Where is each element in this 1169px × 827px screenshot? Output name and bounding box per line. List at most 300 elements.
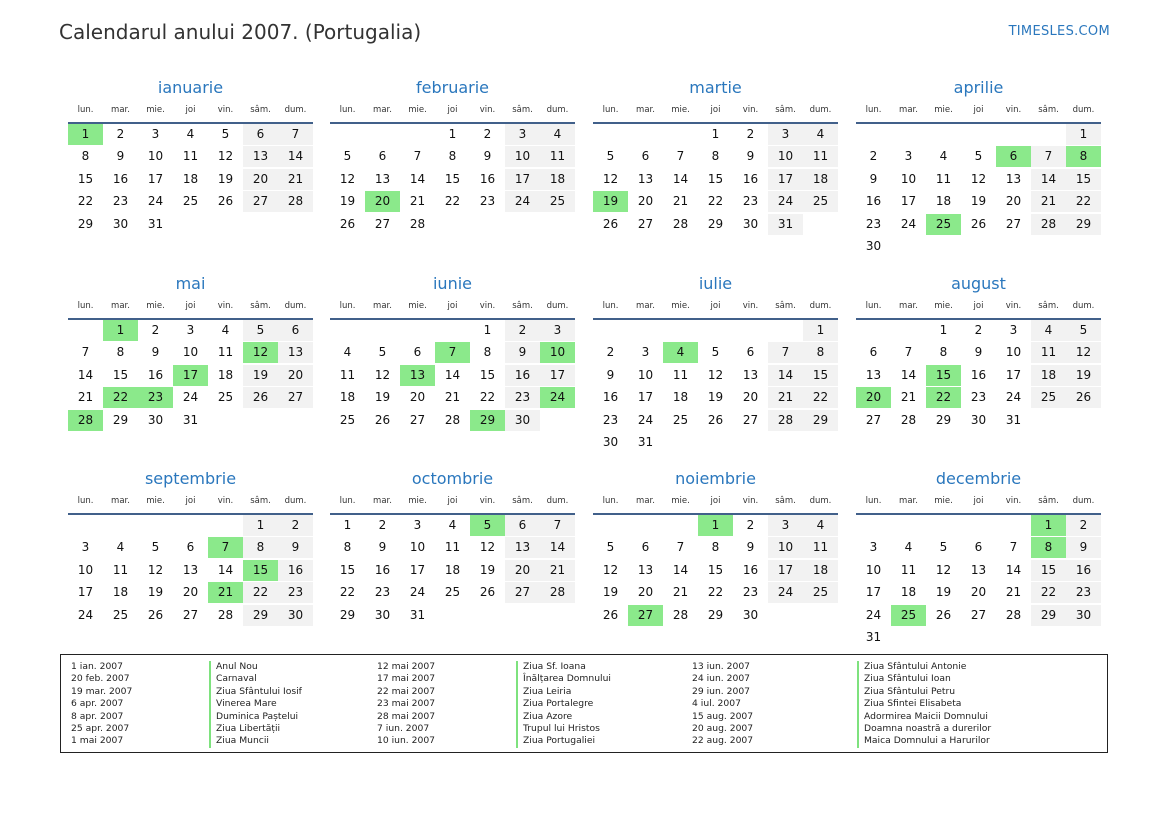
weekday-label: lun. xyxy=(339,301,356,311)
week-row xyxy=(68,605,313,627)
empty-day-cell xyxy=(768,605,803,626)
day-cell: 11 xyxy=(182,149,199,164)
week-row xyxy=(856,146,1101,168)
day-cell: 12 xyxy=(374,367,391,382)
empty-day-cell xyxy=(400,124,435,145)
empty-day-cell xyxy=(505,214,540,235)
weekend-day-cell: 18 xyxy=(803,169,838,190)
day-cell: 14 xyxy=(444,367,461,382)
weekend-day-cell: 18 xyxy=(1031,365,1066,386)
legend-date: 7 iun. 2007 xyxy=(377,722,430,734)
day-cell: 27 xyxy=(970,607,987,622)
day-cell: 20 xyxy=(637,194,654,209)
month-iulie xyxy=(593,265,838,454)
weekday-label: joi xyxy=(973,105,984,115)
day-cell: 12 xyxy=(217,149,234,164)
empty-day-cell xyxy=(470,214,505,235)
day-cell: 6 xyxy=(974,540,983,555)
day-cell: 19 xyxy=(935,585,952,600)
day-cell: 24 xyxy=(1005,390,1022,405)
day-cell: 9 xyxy=(746,540,755,555)
day-cell: 18 xyxy=(112,585,129,600)
day-cell: 7 xyxy=(81,345,90,360)
holiday-day-cell: 15 xyxy=(243,560,278,581)
weekend-day-cell: 29 xyxy=(1031,605,1066,626)
empty-day-cell xyxy=(435,320,470,341)
legend-holiday-name: Ziua Sfântului Ioan xyxy=(857,673,991,685)
day-cell: 5 xyxy=(378,345,387,360)
day-cell: 27 xyxy=(865,412,882,427)
day-cell: 3 xyxy=(151,127,160,141)
day-cell: 29 xyxy=(112,412,129,427)
day-cell: 18 xyxy=(672,390,689,405)
day-cell: 3 xyxy=(641,345,650,360)
day-cell: 14 xyxy=(672,562,689,577)
weekend-day-cell: 3 xyxy=(768,124,803,145)
weekend-day-cell: 5 xyxy=(243,320,278,341)
weekday-label: mie. xyxy=(934,105,953,115)
day-cell: 16 xyxy=(742,562,759,577)
day-cell: 13 xyxy=(637,171,654,186)
day-cell: 27 xyxy=(742,412,759,427)
day-cell: 12 xyxy=(935,562,952,577)
empty-day-cell xyxy=(733,320,768,341)
day-cell: 11 xyxy=(112,562,129,577)
day-cell: 26 xyxy=(339,216,356,231)
day-cell: 13 xyxy=(374,171,391,186)
weekend-day-cell: 11 xyxy=(1031,342,1066,363)
day-cell: 19 xyxy=(479,562,496,577)
day-cell: 28 xyxy=(1005,607,1022,622)
holiday-day-cell: 8 xyxy=(1066,146,1101,167)
weekday-label: mie. xyxy=(671,301,690,311)
day-cell: 22 xyxy=(444,194,461,209)
day-cell: 4 xyxy=(343,345,352,360)
weekday-label: dum. xyxy=(1072,301,1095,311)
legend-holiday-name: Înălțarea Domnului xyxy=(516,673,611,685)
empty-day-cell xyxy=(961,124,996,145)
weekday-label: joi xyxy=(185,105,196,115)
day-cell: 30 xyxy=(742,216,759,231)
day-cell: 16 xyxy=(147,367,164,382)
weekend-day-cell: 17 xyxy=(540,365,575,386)
day-cell: 22 xyxy=(339,585,356,600)
weekday-label: mar. xyxy=(373,105,392,115)
week-row xyxy=(593,410,838,432)
day-cell: 7 xyxy=(413,149,422,164)
weekday-label: mie. xyxy=(146,496,165,506)
week-row xyxy=(330,342,575,364)
weekend-day-cell: 25 xyxy=(803,582,838,603)
day-cell: 6 xyxy=(869,345,878,360)
holiday-day-cell: 24 xyxy=(540,387,575,408)
week-row xyxy=(856,365,1101,387)
day-cell: 22 xyxy=(479,390,496,405)
day-cell: 18 xyxy=(900,585,917,600)
legend-holiday-name: Maica Domnului a Harurilor xyxy=(857,735,991,747)
day-cell: 9 xyxy=(483,149,492,164)
weekend-day-cell: 20 xyxy=(278,365,313,386)
legend-holiday-name: Adormirea Maicii Domnului xyxy=(857,711,991,723)
weekday-label: lun. xyxy=(865,105,882,115)
day-cell: 12 xyxy=(970,171,987,186)
empty-day-cell xyxy=(768,320,803,341)
legend-date: 1 mai 2007 xyxy=(71,735,124,747)
day-cell: 12 xyxy=(479,540,496,555)
weekday-label: sâm. xyxy=(250,496,271,506)
day-cell: 21 xyxy=(1005,585,1022,600)
legend-date: 12 mai 2007 xyxy=(377,661,436,672)
legend-date: 28 mai 2007 xyxy=(377,710,436,722)
week-row xyxy=(330,320,575,342)
weekday-header xyxy=(856,100,1101,122)
empty-day-cell xyxy=(593,320,628,341)
weekday-label: sâm. xyxy=(775,496,796,506)
weekend-day-cell: 10 xyxy=(768,537,803,558)
weekend-day-cell: 16 xyxy=(1066,560,1101,581)
week-row xyxy=(593,365,838,387)
day-cell: 5 xyxy=(974,149,983,164)
day-cell: 2 xyxy=(483,127,492,141)
weekend-day-cell: 16 xyxy=(505,365,540,386)
weekday-header xyxy=(68,491,313,513)
weekend-day-cell: 28 xyxy=(1031,214,1066,235)
empty-day-cell xyxy=(733,432,768,453)
empty-day-cell xyxy=(926,515,961,536)
week-row xyxy=(330,537,575,559)
week-row xyxy=(68,146,313,168)
day-cell: 13 xyxy=(970,562,987,577)
empty-day-cell xyxy=(996,124,1031,145)
week-row xyxy=(856,560,1101,582)
day-cell: 17 xyxy=(637,390,654,405)
empty-day-cell xyxy=(68,320,103,341)
legend-holiday-name: Duminica Paștelui xyxy=(209,711,302,723)
day-cell: 30 xyxy=(112,216,129,231)
legend-date: 20 feb. 2007 xyxy=(71,673,130,685)
legend-holiday-name: Ziua Sfintei Elisabeta xyxy=(857,698,991,710)
day-cell: 24 xyxy=(147,194,164,209)
week-row xyxy=(330,146,575,168)
weekday-label: joi xyxy=(973,496,984,506)
week-row xyxy=(593,169,838,191)
weekend-day-cell: 17 xyxy=(505,169,540,190)
day-cell: 16 xyxy=(602,390,619,405)
empty-day-cell xyxy=(961,236,996,257)
day-cell: 17 xyxy=(865,585,882,600)
weekday-label: mar. xyxy=(899,496,918,506)
month-name: septembrie xyxy=(144,469,237,488)
weekday-label: vin. xyxy=(479,105,496,115)
weekend-day-cell: 25 xyxy=(803,191,838,212)
day-cell: 21 xyxy=(672,585,689,600)
day-cell: 3 xyxy=(1009,323,1018,337)
legend-date-column xyxy=(692,661,753,748)
weekend-day-cell: 8 xyxy=(803,342,838,363)
empty-day-cell xyxy=(663,124,698,145)
legend-holiday-name: Ziua Portugaliei xyxy=(516,735,611,747)
day-cell: 14 xyxy=(409,171,426,186)
day-cell: 7 xyxy=(676,149,685,164)
day-cell: 4 xyxy=(448,518,457,532)
week-row xyxy=(330,191,575,213)
day-cell: 12 xyxy=(339,171,356,186)
month-aprilie xyxy=(856,69,1101,258)
holiday-day-cell: 29 xyxy=(470,410,505,431)
weekday-label: mie. xyxy=(408,496,427,506)
empty-day-cell xyxy=(243,214,278,235)
weekend-day-cell: 29 xyxy=(803,410,838,431)
day-cell: 25 xyxy=(217,390,234,405)
day-cell: 6 xyxy=(378,149,387,164)
weekend-day-cell: 17 xyxy=(768,560,803,581)
weekend-day-cell: 3 xyxy=(540,320,575,341)
weekday-header xyxy=(593,296,838,318)
weekend-day-cell: 11 xyxy=(803,537,838,558)
weekday-label: mar. xyxy=(636,496,655,506)
empty-day-cell xyxy=(926,236,961,257)
weekday-label: dum. xyxy=(284,496,307,506)
week-row xyxy=(330,605,575,627)
weekday-label: joi xyxy=(710,301,721,311)
weekday-header xyxy=(856,296,1101,318)
weekend-day-cell: 29 xyxy=(1066,214,1101,235)
week-row xyxy=(330,169,575,191)
day-cell: 27 xyxy=(1005,216,1022,231)
weekday-label: lun. xyxy=(339,105,356,115)
weekend-day-cell: 13 xyxy=(243,146,278,167)
legend-holiday-name: Ziua Leiria xyxy=(516,686,611,698)
empty-day-cell xyxy=(628,124,663,145)
weekday-label: lun. xyxy=(602,105,619,115)
day-cell: 23 xyxy=(742,585,759,600)
day-cell: 8 xyxy=(711,149,720,164)
weekend-day-cell: 18 xyxy=(803,560,838,581)
month-august xyxy=(856,265,1101,432)
holiday-day-cell: 1 xyxy=(698,515,733,536)
day-cell: 8 xyxy=(448,149,457,164)
day-cell: 21 xyxy=(900,390,917,405)
weekday-header xyxy=(330,491,575,513)
weekday-label: vin. xyxy=(217,496,234,506)
day-cell: 15 xyxy=(707,171,724,186)
weekend-day-cell: 11 xyxy=(803,146,838,167)
day-cell: 16 xyxy=(374,562,391,577)
legend-date: 25 apr. 2007 xyxy=(71,722,130,734)
day-cell: 24 xyxy=(637,412,654,427)
weekend-day-cell: 4 xyxy=(1031,320,1066,341)
empty-day-cell xyxy=(1066,236,1101,257)
weekend-day-cell: 7 xyxy=(540,515,575,536)
empty-day-cell xyxy=(470,605,505,626)
day-cell: 4 xyxy=(116,540,125,555)
week-row xyxy=(593,560,838,582)
month-decembrie xyxy=(856,460,1101,649)
empty-day-cell xyxy=(1031,124,1066,145)
holiday-day-cell: 25 xyxy=(891,605,926,626)
week-row xyxy=(856,124,1101,146)
legend-holiday-name: Ziua Portalegre xyxy=(516,698,611,710)
day-cell: 31 xyxy=(147,216,164,231)
day-cell: 11 xyxy=(339,367,356,382)
day-cell: 31 xyxy=(865,629,882,644)
day-cell: 27 xyxy=(374,216,391,231)
week-row xyxy=(330,124,575,146)
week-row xyxy=(856,191,1101,213)
week-row xyxy=(856,387,1101,409)
week-row xyxy=(68,365,313,387)
week-row xyxy=(68,124,313,146)
day-cell: 2 xyxy=(116,127,125,141)
empty-day-cell xyxy=(138,515,173,536)
week-row xyxy=(593,214,838,236)
day-cell: 15 xyxy=(339,562,356,577)
weekday-label: mar. xyxy=(636,301,655,311)
week-row xyxy=(856,169,1101,191)
day-cell: 23 xyxy=(865,216,882,231)
empty-day-cell xyxy=(663,320,698,341)
legend-holiday-name: Trupul lui Hristos xyxy=(516,723,611,735)
weekend-day-cell: 19 xyxy=(1066,365,1101,386)
weekend-day-cell: 24 xyxy=(505,191,540,212)
legend-date: 24 iun. 2007 xyxy=(692,673,751,685)
legend-date: 22 mai 2007 xyxy=(377,685,436,697)
day-cell: 19 xyxy=(970,194,987,209)
legend-holiday-name: Ziua Libertății xyxy=(209,723,302,735)
weekend-day-cell: 22 xyxy=(1031,582,1066,603)
day-cell: 26 xyxy=(479,585,496,600)
holiday-day-cell: 22 xyxy=(103,387,138,408)
weekday-label: vin. xyxy=(1005,105,1022,115)
month-name: decembrie xyxy=(935,469,1022,488)
day-cell: 26 xyxy=(602,216,619,231)
day-cell: 12 xyxy=(602,562,619,577)
empty-day-cell xyxy=(208,410,243,431)
day-cell: 23 xyxy=(602,412,619,427)
day-cell: 18 xyxy=(444,562,461,577)
month-ianuarie xyxy=(68,69,313,236)
week-row xyxy=(68,410,313,432)
day-cell: 25 xyxy=(112,607,129,622)
weekday-label: sâm. xyxy=(775,301,796,311)
legend-date: 10 iun. 2007 xyxy=(377,735,436,747)
empty-day-cell xyxy=(593,515,628,536)
day-cell: 20 xyxy=(182,585,199,600)
day-cell: 12 xyxy=(707,367,724,382)
week-row xyxy=(856,410,1101,432)
day-cell: 15 xyxy=(77,171,94,186)
weekday-label: sâm. xyxy=(250,301,271,311)
weekend-day-cell: 12 xyxy=(1066,342,1101,363)
holiday-day-cell: 17 xyxy=(173,365,208,386)
weekend-day-cell: 14 xyxy=(1031,169,1066,190)
weekday-label: vin. xyxy=(742,301,759,311)
weekday-label: mie. xyxy=(146,301,165,311)
holiday-day-cell: 19 xyxy=(593,191,628,212)
month-octombrie xyxy=(330,460,575,627)
weekday-label: mie. xyxy=(934,301,953,311)
day-cell: 10 xyxy=(182,345,199,360)
day-cell: 9 xyxy=(151,345,160,360)
day-cell: 19 xyxy=(339,194,356,209)
legend-holiday-name: Ziua Azore xyxy=(516,711,611,723)
weekend-day-cell: 25 xyxy=(1031,387,1066,408)
weekend-day-cell: 4 xyxy=(803,515,838,536)
day-cell: 11 xyxy=(672,367,689,382)
day-cell: 3 xyxy=(81,540,90,555)
weekday-label: mie. xyxy=(671,105,690,115)
holiday-day-cell: 1 xyxy=(68,124,103,145)
day-cell: 10 xyxy=(77,562,94,577)
day-cell: 30 xyxy=(147,412,164,427)
day-cell: 24 xyxy=(409,585,426,600)
empty-day-cell xyxy=(768,432,803,453)
empty-day-cell xyxy=(803,432,838,453)
day-cell: 27 xyxy=(637,216,654,231)
day-cell: 25 xyxy=(339,412,356,427)
empty-day-cell xyxy=(505,605,540,626)
legend-date: 29 iun. 2007 xyxy=(692,685,751,697)
weekend-day-cell: 20 xyxy=(243,169,278,190)
legend-date: 8 apr. 2007 xyxy=(71,710,124,722)
day-cell: 7 xyxy=(1009,540,1018,555)
day-cell: 27 xyxy=(182,607,199,622)
day-cell: 8 xyxy=(81,149,90,164)
empty-day-cell xyxy=(1031,627,1066,648)
weekday-label: sâm. xyxy=(512,105,533,115)
day-cell: 23 xyxy=(970,390,987,405)
week-row xyxy=(68,320,313,342)
empty-day-cell xyxy=(400,320,435,341)
empty-day-cell xyxy=(856,124,891,145)
weekend-day-cell: 16 xyxy=(278,560,313,581)
weekend-day-cell: 15 xyxy=(1031,560,1066,581)
day-cell: 26 xyxy=(970,216,987,231)
day-cell: 23 xyxy=(112,194,129,209)
week-row xyxy=(856,627,1101,649)
empty-day-cell xyxy=(891,627,926,648)
site-brand-link[interactable]: TIMESLES.COM xyxy=(1008,24,1110,39)
day-cell: 19 xyxy=(602,585,619,600)
weekday-label: lun. xyxy=(865,496,882,506)
day-cell: 25 xyxy=(672,412,689,427)
empty-day-cell xyxy=(1031,236,1066,257)
weekend-day-cell: 14 xyxy=(278,146,313,167)
weekday-label: vin. xyxy=(742,496,759,506)
day-cell: 5 xyxy=(343,149,352,164)
day-cell: 8 xyxy=(939,345,948,360)
weekday-label: vin. xyxy=(742,105,759,115)
month-mai xyxy=(68,265,313,432)
empty-day-cell xyxy=(961,515,996,536)
empty-day-cell xyxy=(961,627,996,648)
day-cell: 9 xyxy=(378,540,387,555)
day-cell: 28 xyxy=(672,216,689,231)
day-cell: 20 xyxy=(409,390,426,405)
weekday-label: dum. xyxy=(809,301,832,311)
legend-date: 6 apr. 2007 xyxy=(71,698,124,710)
day-cell: 26 xyxy=(374,412,391,427)
day-cell: 10 xyxy=(865,562,882,577)
weekday-header xyxy=(68,296,313,318)
day-cell: 22 xyxy=(707,194,724,209)
weekday-label: lun. xyxy=(602,496,619,506)
day-cell: 24 xyxy=(865,607,882,622)
day-cell: 27 xyxy=(409,412,426,427)
day-cell: 28 xyxy=(672,607,689,622)
empty-day-cell xyxy=(278,214,313,235)
week-row xyxy=(593,146,838,168)
